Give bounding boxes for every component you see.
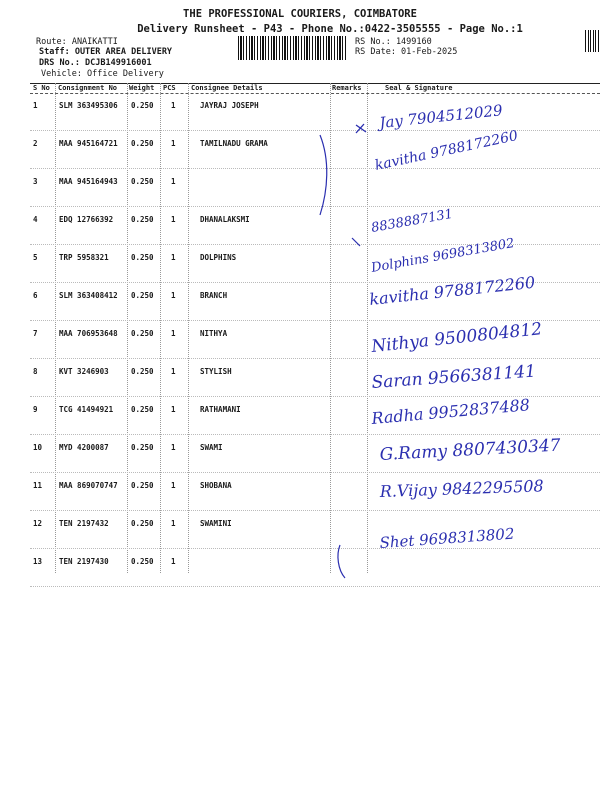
col-consignee: Consignee Details — [191, 84, 263, 92]
row-consignment: SLM 363495306 — [59, 101, 118, 110]
col-seal: Seal & Signature — [385, 84, 453, 92]
row-pcs: 1 — [171, 443, 176, 452]
row-consignee: DOLPHINS — [200, 253, 237, 262]
runsheet-title: Delivery Runsheet - P43 - Phone No.:0422-3505555 - Page No.:1 — [137, 23, 523, 35]
row-consignee: STYLISH — [200, 367, 232, 376]
row-sno: 7 — [33, 329, 38, 338]
row-sno: 4 — [33, 215, 38, 224]
row-sno: 3 — [33, 177, 38, 186]
company-title: THE PROFESSIONAL COURIERS, COIMBATORE — [183, 8, 417, 20]
row-pcs: 1 — [171, 139, 176, 148]
row-consignee: SHOBANA — [200, 481, 232, 490]
row-consignment: KVT 3246903 — [59, 367, 109, 376]
row-weight: 0.250 — [131, 215, 154, 224]
table-row — [30, 245, 600, 283]
row-consignment: TRP 5958321 — [59, 253, 109, 262]
row-sno: 1 — [33, 101, 38, 110]
table-row — [30, 283, 600, 321]
row-weight: 0.250 — [131, 443, 154, 452]
row-pcs: 1 — [171, 215, 176, 224]
row-consignment: EDQ 12766392 — [59, 215, 114, 224]
row-pcs: 1 — [171, 519, 176, 528]
table-row — [30, 207, 600, 245]
row-pcs: 1 — [171, 253, 176, 262]
row-consignee: SWAMINI — [200, 519, 232, 528]
row-consignee: BRANCH — [200, 291, 228, 300]
row-weight: 0.250 — [131, 101, 154, 110]
signature-row-10: G.Ramy 8807430347 — [379, 435, 562, 465]
row-weight: 0.250 — [131, 291, 154, 300]
row-pcs: 1 — [171, 557, 176, 566]
row-sno: 8 — [33, 367, 38, 376]
col-consignment: Consignment No — [58, 84, 118, 92]
signature-row-4: 8838887131 — [370, 206, 455, 236]
row-sno: 12 — [33, 519, 43, 528]
row-weight: 0.250 — [131, 139, 154, 148]
row-pcs: 1 — [171, 291, 176, 300]
row-sno: 2 — [33, 139, 38, 148]
signature-row-1: Jay 7904512029 — [378, 101, 504, 132]
row-sno: 6 — [33, 291, 38, 300]
row-sno: 11 — [33, 481, 43, 490]
col-sno: S No — [33, 84, 50, 92]
row-weight: 0.250 — [131, 519, 154, 528]
row-weight: 0.250 — [131, 253, 154, 262]
table-row — [30, 359, 600, 397]
row-pcs: 1 — [171, 101, 176, 110]
row-pcs: 1 — [171, 405, 176, 414]
row-consignment: MAA 945164721 — [59, 139, 118, 148]
table-row — [30, 435, 600, 473]
table-row — [30, 397, 600, 435]
row-consignment: MAA 706953648 — [59, 329, 118, 338]
row-weight: 0.250 — [131, 481, 154, 490]
table-row — [30, 131, 600, 169]
barcode-icon — [238, 36, 346, 60]
table-row — [30, 169, 600, 207]
col-remarks: Remarks — [332, 84, 362, 92]
drs-number: DRS No.: DCJB149916001 — [39, 58, 152, 68]
row-weight: 0.250 — [131, 405, 154, 414]
col-weight: Weight — [129, 84, 155, 92]
route-label: Route: ANAIKATTI — [36, 37, 118, 47]
row-consignment: SLM 363408412 — [59, 291, 118, 300]
row-weight: 0.250 — [131, 177, 154, 186]
row-weight: 0.250 — [131, 329, 154, 338]
row-consignee: NITHYA — [200, 329, 228, 338]
rs-number: RS No.: 1499160 — [355, 37, 432, 47]
row-sno: 9 — [33, 405, 38, 414]
row-consignment: TEN 2197432 — [59, 519, 109, 528]
table-row — [30, 511, 600, 549]
signature-row-13: Shet 9698313802 — [379, 524, 515, 552]
row-sno: 10 — [33, 443, 43, 452]
table-row — [30, 473, 600, 511]
row-pcs: 1 — [171, 329, 176, 338]
row-consignee: TAMILNADU GRAMA — [200, 139, 268, 148]
row-pcs: 1 — [171, 481, 176, 490]
signature-row-6: kavitha 9788172260 — [368, 272, 537, 309]
table-row — [30, 93, 600, 131]
signature-row-9: Radha 9952837488 — [370, 395, 531, 428]
row-weight: 0.250 — [131, 367, 154, 376]
row-consignment: MAA 945164943 — [59, 177, 118, 186]
row-consignee: JAYRAJ JOSEPH — [200, 101, 259, 110]
vehicle-label: Vehicle: Office Delivery — [41, 69, 164, 79]
table-row — [30, 549, 600, 587]
signature-row-2: kavitha 9788172260 — [373, 127, 520, 174]
staff-label: Staff: OUTER AREA DELIVERY — [39, 47, 173, 57]
signature-row-5: Dolphins 9698313802 — [370, 235, 516, 276]
row-consignee: SWAMI — [200, 443, 223, 452]
row-consignee: RATHAMANI — [200, 405, 241, 414]
rs-date: RS Date: 01-Feb-2025 — [355, 47, 458, 57]
table-row — [30, 321, 600, 359]
barcode-stub-icon — [585, 30, 600, 52]
row-weight: 0.250 — [131, 557, 154, 566]
row-sno: 5 — [33, 253, 38, 262]
row-consignee: DHANALAKSMI — [200, 215, 250, 224]
row-sno: 13 — [33, 557, 43, 566]
col-pcs: PCS — [163, 84, 176, 92]
row-pcs: 1 — [171, 177, 176, 186]
signature-row-8: Saran 9566381141 — [370, 361, 537, 393]
row-consignment: TCG 41494921 — [59, 405, 114, 414]
signature-row-7: Nithya 9500804812 — [370, 319, 543, 357]
row-divider — [30, 586, 600, 587]
row-consignment: MAA 869070747 — [59, 481, 118, 490]
signature-row-11: R.Vijay 9842295508 — [379, 476, 544, 501]
row-pcs: 1 — [171, 367, 176, 376]
row-consignment: MYD 4200087 — [59, 443, 109, 452]
row-consignment: TEN 2197430 — [59, 557, 109, 566]
